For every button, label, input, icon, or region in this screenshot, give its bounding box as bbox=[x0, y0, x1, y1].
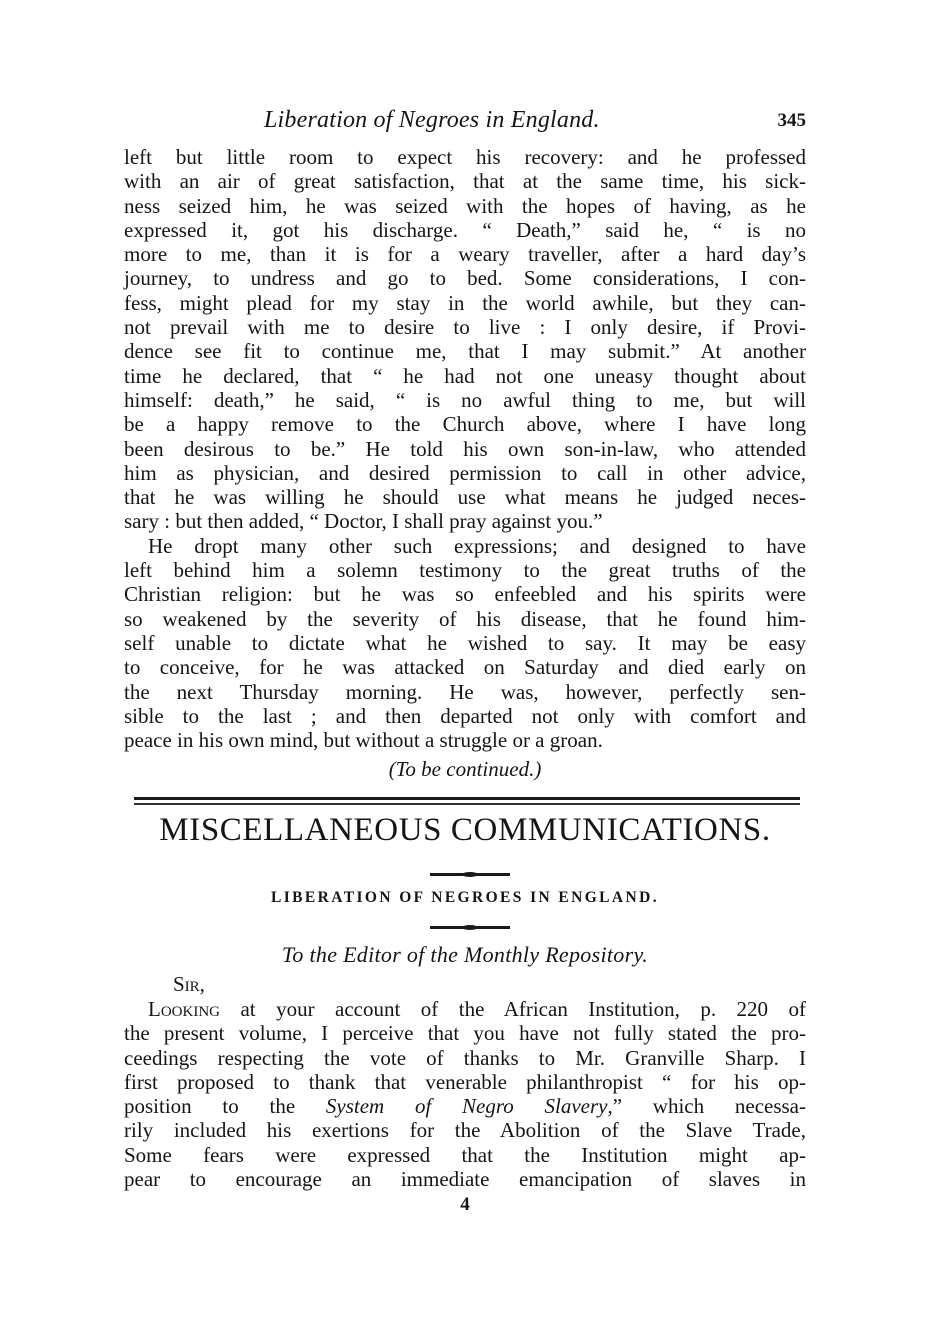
text-line: expressed it, got his discharge. “ Death,” said he, “ is no bbox=[124, 217, 806, 242]
text-line: Christian religion: but he was so enfeebled and his spirits were bbox=[124, 582, 806, 607]
text-line: that he was willing he should use what means he judged neces- bbox=[124, 485, 806, 510]
text-line: ness seized him, he was seized with the hopes of having, as he bbox=[124, 193, 806, 218]
text-line: sary : but then added, “ Doctor, I shall pray against you.” bbox=[124, 509, 603, 534]
short-divider-rule bbox=[430, 926, 510, 929]
first-article-body bbox=[124, 145, 806, 752]
text-line: position to the System of Negro Slavery,” which necessa- bbox=[124, 1094, 806, 1119]
text-line: him as physician, and desired permission to call in other advice, bbox=[124, 460, 806, 485]
text-line: rily included his exertions for the Abolition of the Slave Trade, bbox=[124, 1118, 806, 1143]
text-line: left but little room to expect his recovery: and he professed bbox=[124, 145, 806, 169]
text-line: journey, to undress and go to bed. Some considerations, I con- bbox=[124, 266, 806, 291]
text-line: dence see fit to continue me, that I may submit.” At another bbox=[124, 339, 806, 364]
text-line: ceedings respecting the vote of thanks to Mr. Granville Sharp. I bbox=[124, 1045, 806, 1070]
text-line: been desirous to be.” He told his own son-in-law, who attended bbox=[124, 436, 806, 461]
text-line: sible to the last ; and then departed not only with comfort and bbox=[124, 703, 806, 728]
text-line: Some fears were expressed that the Institution might ap- bbox=[124, 1142, 806, 1167]
text-line: He dropt many other such expressions; and designed to have bbox=[148, 533, 806, 558]
signature-mark: 4 bbox=[460, 1194, 470, 1215]
text-line: the next Thursday morning. He was, however, perfectly sen- bbox=[124, 679, 806, 704]
text-line: Looking at your account of the African Institution, p. 220 of bbox=[148, 997, 806, 1021]
section-title: MISCELLANEOUS COMMUNICATIONS. bbox=[159, 812, 771, 848]
text-line: left behind him a solemn testimony to the great truths of the bbox=[124, 558, 806, 583]
editor-address: To the Editor of the Monthly Repository. bbox=[281, 942, 649, 967]
text-line: peace in his own mind, but without a struggle or a groan. bbox=[124, 728, 603, 753]
text-line: with an air of great satisfaction, that at the same time, his sick- bbox=[124, 169, 806, 194]
short-divider-rule bbox=[430, 873, 510, 876]
text-line: be a happy remove to the Church above, where I have long bbox=[124, 412, 806, 437]
text-line: first proposed to thank that venerable philanthropist “ for his op- bbox=[124, 1069, 806, 1094]
article-title: LIBERATION OF NEGROES IN ENGLAND. bbox=[271, 889, 659, 906]
text-line: more to me, than it is for a weary traveller, after a hard day’s bbox=[124, 242, 806, 267]
salutation: Sir, bbox=[173, 972, 205, 996]
rule-thin bbox=[134, 803, 800, 805]
text-line: the present volume, I perceive that you have not fully stated the pro- bbox=[124, 1021, 806, 1046]
text-line: pear to encourage an immediate emancipation of slaves in bbox=[124, 1167, 806, 1192]
text-line: not prevail with me to desire to live : I only desire, if Provi- bbox=[124, 315, 806, 340]
section-double-rule bbox=[134, 797, 800, 805]
text-line: to conceive, for he was attacked on Saturday and died early on bbox=[124, 655, 806, 680]
running-title: Liberation of Negroes in England. bbox=[264, 107, 600, 133]
text-line: self unable to dictate what he wished to say. It may be easy bbox=[124, 630, 806, 655]
italic-phrase: System of Negro Slavery bbox=[325, 1094, 608, 1119]
text-line: fess, might plead for my stay in the world awhile, but they can- bbox=[124, 290, 806, 315]
text-line: so weakened by the severity of his disease, that he found him- bbox=[124, 606, 806, 631]
text-line: himself: death,” he said, “ is no awful thing to me, but will bbox=[124, 387, 806, 412]
running-head bbox=[124, 107, 806, 137]
drop-word: Looking bbox=[148, 997, 220, 1021]
text-line: time he declared, that “ he had not one uneasy thought about bbox=[124, 363, 806, 388]
second-article-body bbox=[124, 997, 806, 1191]
continued-note: (To be continued.) bbox=[388, 757, 542, 781]
page-number: 345 bbox=[777, 110, 806, 131]
